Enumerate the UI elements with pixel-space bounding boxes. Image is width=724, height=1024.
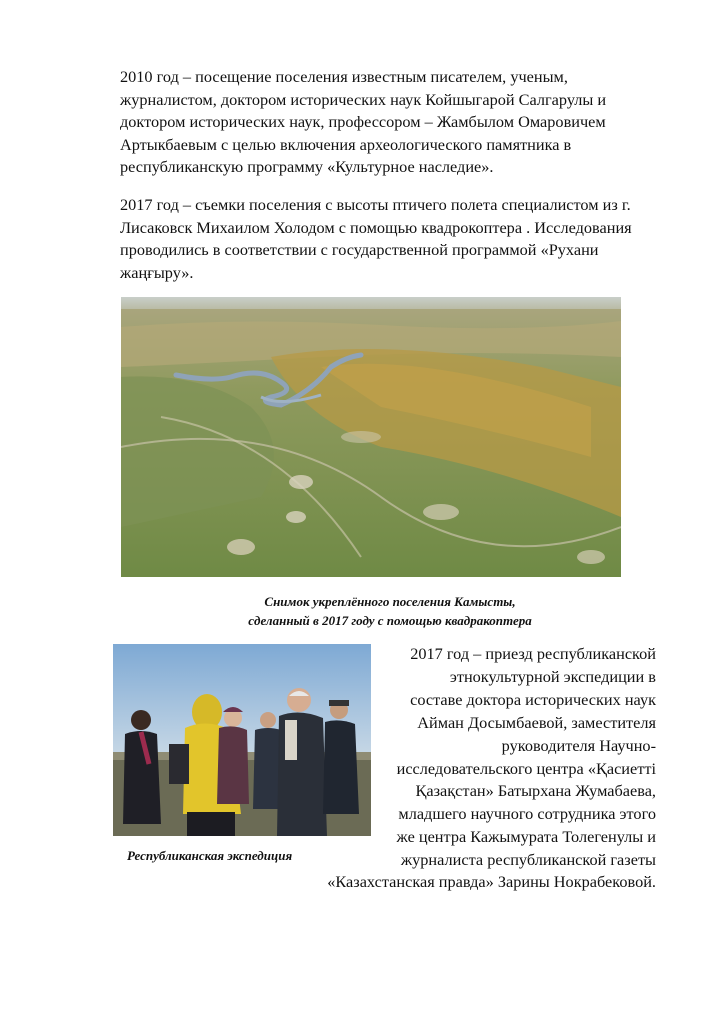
paragraph-2017-survey: 2017 год – съемки поселения с высоты птичего полета специалистом из г. Лисаковск Михаилом Холодом с помощью квадрокоптера . Исследования проводились в соответствии с государственной программой «Рухани жаңғыру». <box>120 195 632 282</box>
caption-line-1: Снимок укреплённого поселения Камысты, <box>264 594 516 609</box>
paragraph-2017-expedition <box>336 643 656 872</box>
p3-line: исследовательского центра «Қасиетті <box>396 758 656 778</box>
p3-line: же центра Кажымурата Толегенулы и <box>396 827 656 847</box>
p3-last-line: «Казахстанская правда» Зарины Нокрабековой. <box>327 872 656 891</box>
paragraph-2010: 2010 год – посещение поселения известным писателем, ученым, журналистом, доктором исторических наук Койшыгарой Салгарулы и доктором исторических наук, профессором – Жамбылом Омаровичем Артыкбаевым с целью включения археологического памятника в республиканскую программу «Культурное наследие». <box>120 67 607 176</box>
p3-line: Айман Досымбаевой, заместителя <box>417 712 656 732</box>
p3-line: руководителя Научно- <box>501 735 656 755</box>
p3-line: журналиста республиканской газеты <box>400 850 656 870</box>
expedition-photo <box>113 644 371 836</box>
aerial-photo <box>121 297 621 577</box>
aerial-photo-caption <box>150 592 630 630</box>
expedition-photo-caption: Республиканская экспедиция <box>127 848 293 863</box>
p3-line: 2017 год – приезд республиканской <box>410 644 656 663</box>
p3-line: этнокультурной экспедиции в <box>449 666 656 686</box>
p3-line: составе доктора исторических наук <box>410 689 656 709</box>
p3-line: младшего научного сотрудника этого <box>398 804 656 824</box>
p3-line: Қазақстан» Батырхана Жумабаева, <box>415 781 656 801</box>
caption-line-2: сделанный в 2017 году с помощью квадракоптера <box>248 613 532 628</box>
